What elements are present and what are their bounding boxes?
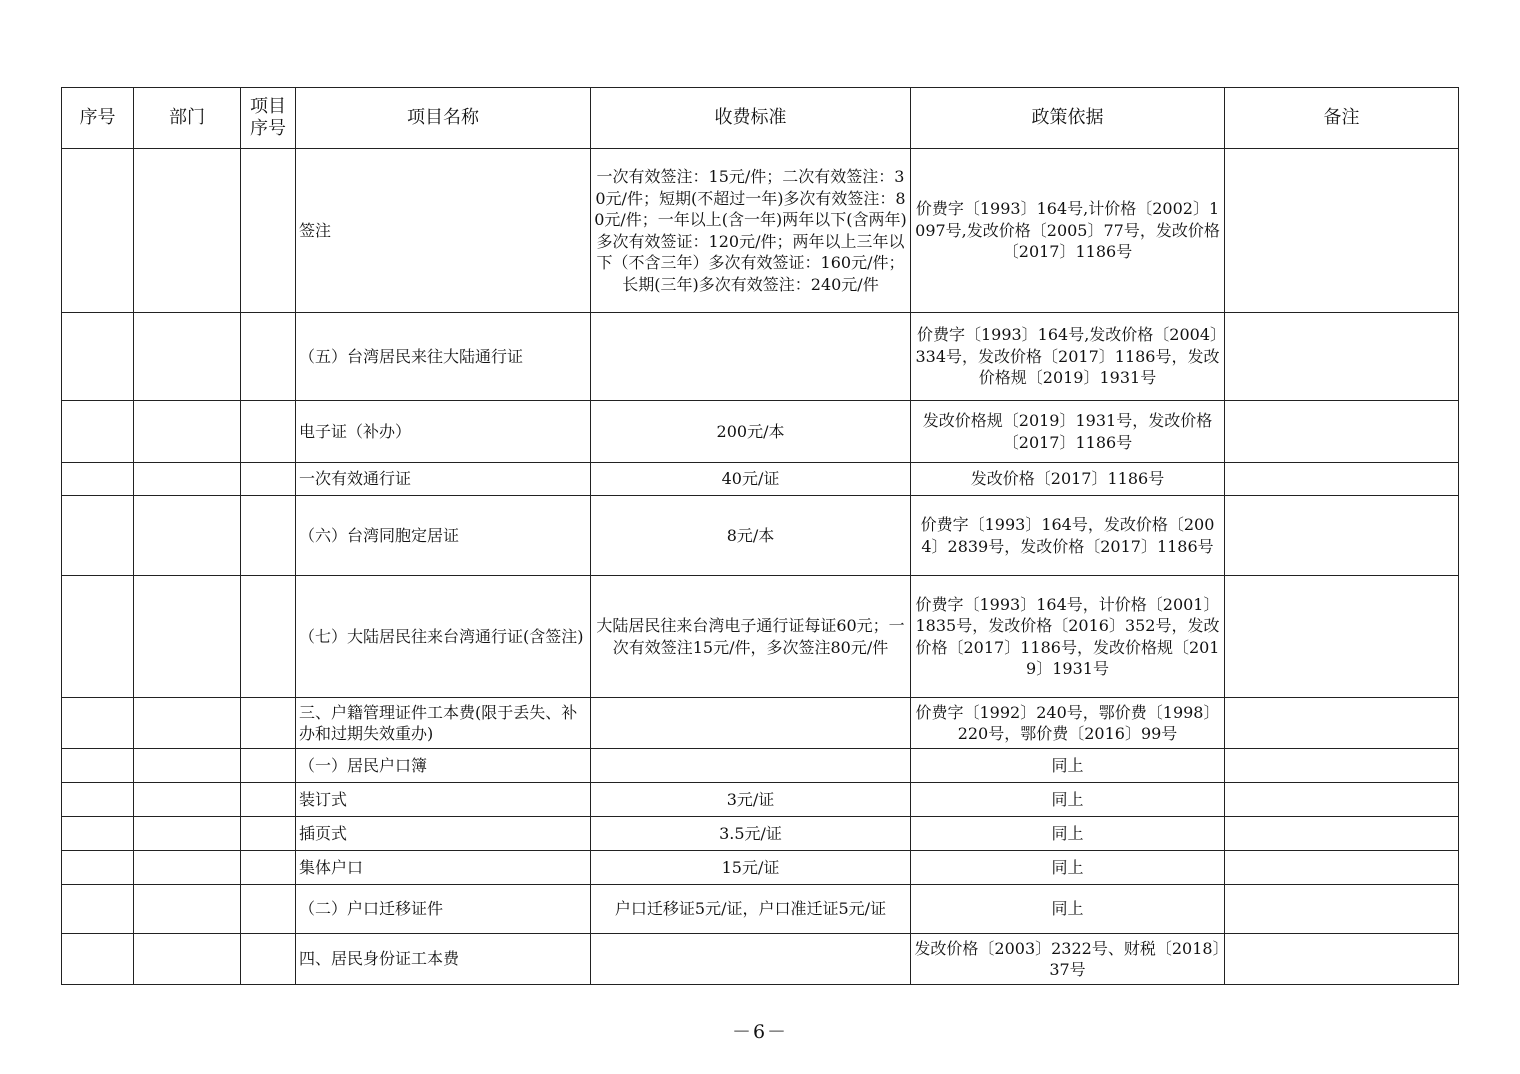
cell-dept [134,496,241,576]
cell-fee: 8元/本 [591,496,911,576]
header-seq: 序号 [62,88,134,149]
cell-seq [62,576,134,698]
cell-basis: 同上 [911,817,1225,851]
cell-item-seq [241,783,296,817]
cell-fee: 200元/本 [591,401,911,463]
cell-note [1225,885,1459,934]
header-row [62,88,1459,149]
cell-item-seq [241,463,296,496]
cell-basis: 同上 [911,851,1225,885]
cell-note [1225,934,1459,985]
cell-dept [134,885,241,934]
table-row [62,851,1459,885]
cell-note [1225,463,1459,496]
cell-item-name: 装订式 [296,783,591,817]
header-note: 备注 [1225,88,1459,149]
cell-item-name: 三、户籍管理证件工本费(限于丢失、补办和过期失效重办) [296,698,591,749]
table-row [62,698,1459,749]
cell-basis: 价费字〔1993〕164号,计价格〔2002〕1097号,发改价格〔2005〕77号，发改价格〔2017〕1186号 [911,149,1225,313]
cell-dept [134,934,241,985]
cell-fee: 一次有效签注：15元/件；二次有效签注：30元/件；短期(不超过一年)多次有效签注：80元/件；一年以上(含一年)两年以下(含两年)多次有效签证：120元/件；两年以上三年以下（不含三年）多次有效签证：160元/件；长期(三年)多次有效签注：240元/件 [591,149,911,313]
cell-basis: 发改价格〔2003〕2322号、财税〔2018〕37号 [911,934,1225,985]
cell-item-seq [241,885,296,934]
cell-dept [134,576,241,698]
cell-item-seq [241,496,296,576]
cell-item-name: 签注 [296,149,591,313]
cell-item-seq [241,934,296,985]
cell-note [1225,149,1459,313]
table-row [62,749,1459,783]
cell-seq [62,698,134,749]
cell-fee: 户口迁移证5元/证，户口准迁证5元/证 [591,885,911,934]
header-dept: 部门 [134,88,241,149]
cell-seq [62,149,134,313]
cell-seq [62,934,134,985]
table-row [62,576,1459,698]
cell-item-name: （二）户口迁移证件 [296,885,591,934]
cell-fee [591,749,911,783]
cell-dept [134,749,241,783]
cell-seq [62,401,134,463]
cell-note [1225,496,1459,576]
cell-item-seq [241,149,296,313]
cell-seq [62,851,134,885]
cell-seq [62,885,134,934]
cell-basis: 同上 [911,783,1225,817]
cell-note [1225,401,1459,463]
cell-basis: 价费字〔1992〕240号，鄂价费〔1998〕220号，鄂价费〔2016〕99号 [911,698,1225,749]
fee-table [61,87,1459,985]
cell-dept [134,313,241,401]
cell-note [1225,783,1459,817]
cell-basis: 价费字〔1993〕164号，发改价格〔2004〕2839号，发改价格〔2017〕1186号 [911,496,1225,576]
cell-seq [62,496,134,576]
cell-item-seq [241,749,296,783]
cell-item-seq [241,851,296,885]
cell-basis: 价费字〔1993〕164号,发改价格〔2004〕334号，发改价格〔2017〕1186号，发改价格规〔2019〕1931号 [911,313,1225,401]
header-fee: 收费标准 [591,88,911,149]
cell-note [1225,817,1459,851]
cell-seq [62,817,134,851]
cell-seq [62,783,134,817]
cell-item-name: （七）大陆居民往来台湾通行证(含签注) [296,576,591,698]
cell-fee: 40元/证 [591,463,911,496]
table-row [62,934,1459,985]
cell-fee [591,313,911,401]
cell-dept [134,463,241,496]
page-number: －6－ [731,1021,789,1043]
cell-seq [62,463,134,496]
cell-item-seq [241,401,296,463]
cell-dept [134,698,241,749]
cell-basis: 发改价格规〔2019〕1931号，发改价格〔2017〕1186号 [911,401,1225,463]
cell-fee [591,698,911,749]
cell-basis: 同上 [911,885,1225,934]
cell-note [1225,698,1459,749]
cell-basis: 价费字〔1993〕164号，计价格〔2001〕1835号，发改价格〔2016〕352号，发改价格〔2017〕1186号，发改价格规〔2019〕1931号 [911,576,1225,698]
cell-fee: 大陆居民往来台湾电子通行证每证60元；一次有效签注15元/件，多次签注80元/件 [591,576,911,698]
cell-item-seq [241,576,296,698]
cell-dept [134,783,241,817]
cell-fee: 3元/证 [591,783,911,817]
cell-item-seq [241,817,296,851]
table-row [62,401,1459,463]
cell-item-name: 集体户口 [296,851,591,885]
table-row [62,149,1459,313]
cell-item-name: 四、居民身份证工本费 [296,934,591,985]
header-item-seq: 项目序号 [241,88,296,149]
header-basis: 政策依据 [911,88,1225,149]
table-row [62,885,1459,934]
cell-item-name: （一）居民户口簿 [296,749,591,783]
cell-item-name: 插页式 [296,817,591,851]
cell-basis: 同上 [911,749,1225,783]
table-row [62,783,1459,817]
cell-seq [62,749,134,783]
cell-fee: 3.5元/证 [591,817,911,851]
cell-basis: 发改价格〔2017〕1186号 [911,463,1225,496]
cell-seq [62,313,134,401]
cell-note [1225,576,1459,698]
cell-item-name: （六）台湾同胞定居证 [296,496,591,576]
cell-note [1225,749,1459,783]
cell-item-seq [241,313,296,401]
cell-item-name: （五）台湾居民来往大陆通行证 [296,313,591,401]
cell-note [1225,851,1459,885]
cell-note [1225,313,1459,401]
cell-dept [134,851,241,885]
table-row [62,496,1459,576]
cell-dept [134,149,241,313]
table-row [62,313,1459,401]
table-row [62,463,1459,496]
cell-dept [134,401,241,463]
table-row [62,817,1459,851]
cell-item-name: 一次有效通行证 [296,463,591,496]
cell-item-name: 电子证（补办） [296,401,591,463]
header-item-name: 项目名称 [296,88,591,149]
cell-fee: 15元/证 [591,851,911,885]
cell-dept [134,817,241,851]
cell-item-seq [241,698,296,749]
cell-fee [591,934,911,985]
